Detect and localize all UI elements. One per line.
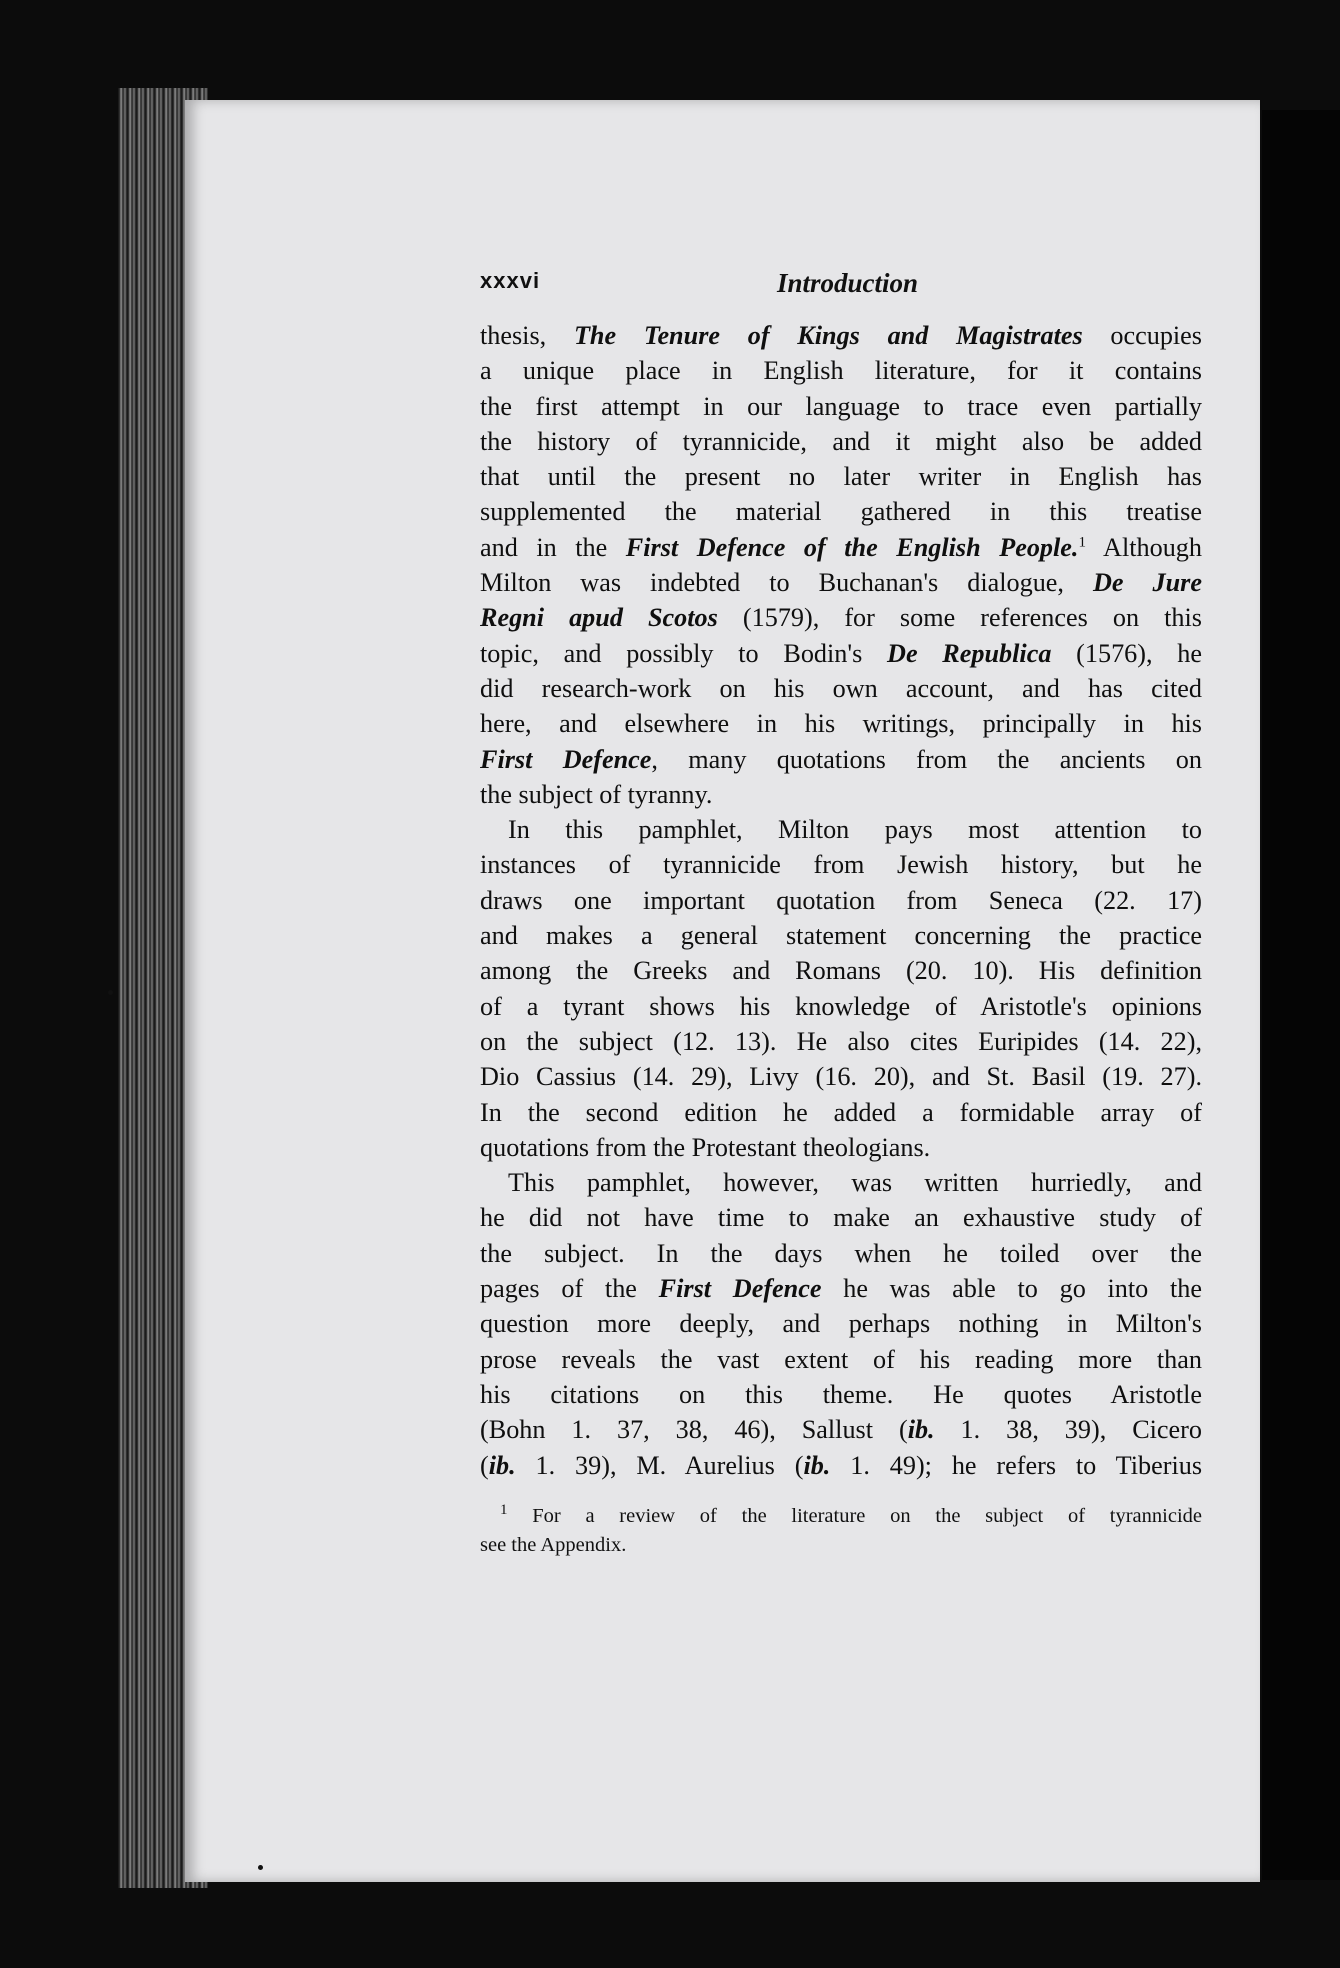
text-line [480,1130,1202,1165]
footnote-line: $^1$ For a review of the literature on the subject of tyrannicide [500,1502,1202,1527]
page-number: xxxvi [480,268,541,293]
text-run: topic, and possibly to Bodin's [480,638,888,668]
text-run: Dio Cassius (14. 29), Livy (16. 20), and St. Basil (19. 27). [480,1062,1202,1092]
text-run: thesis, [480,321,574,350]
text-run: 1. 49); he refers to Tiberius [830,1450,1203,1480]
text-run: 1. 39), M. Aurelius ( [515,1450,804,1480]
text-run: Although [1085,532,1202,562]
text-run: the subject. In the days when he toiled over the [480,1238,1202,1268]
scan-speck [108,990,113,995]
text-line [480,1342,1202,1377]
text-line [480,953,1202,988]
text-line [480,389,1202,424]
text-run: his citations on this theme. He quotes Aristotle [480,1379,1202,1409]
text-line [480,494,1202,529]
text-line [480,1448,1202,1483]
text-run: did research-work on his own account, and has cited [480,673,1202,703]
text-line [480,600,1202,635]
text-run: the history of tyrannicide, and it might also be added [480,426,1202,456]
footnote-line: see the Appendix. [480,1534,627,1556]
text-run: draws one important quotation from Seneca (22. 17) [480,885,1202,915]
body-text [480,318,1202,1483]
italic-title: First Defence of the English People. [625,532,1079,562]
text-run: a unique place in English literature, for it contains [480,356,1202,386]
text-line [480,1377,1202,1412]
italic-title: De Republica [887,638,1052,668]
text-run: question more deeply, and perhaps nothing in Milton's [480,1309,1202,1339]
text-run: (Bohn 1. 37, 38, 46), Sallust ( [480,1415,908,1445]
text-run: Milton was indebted to Buchanan's dialogue, [480,568,1093,598]
italic-title: ib. [488,1450,516,1480]
footnote [480,1502,1202,1560]
text-line [480,777,1202,812]
text-line [480,989,1202,1024]
text-line [480,459,1202,494]
text-line [480,706,1202,741]
text-run: (1579), for some references on this [717,603,1202,633]
text-line [480,565,1202,600]
text-line [480,883,1202,918]
text-run: of a tyrant shows his knowledge of Aristotle's opinions [480,991,1202,1021]
italic-title: De Jure [1092,568,1202,598]
footnote-reference: 1 [1078,534,1086,551]
text-line [480,812,1202,847]
text-run: that until the present no later writer in English has [480,462,1202,492]
text-line [480,353,1202,388]
text-line [480,318,1202,353]
text-run: ( [480,1450,489,1480]
text-line [480,847,1202,882]
text-run: In this pamphlet, Milton pays most attention to [508,815,1202,845]
text-line [480,1059,1202,1094]
text-line [480,742,1202,777]
text-run: and makes a general statement concerning the practice [480,921,1202,951]
text-run: instances of tyrannicide from Jewish history, but he [480,850,1202,880]
text-line [480,1412,1202,1447]
italic-title: ib. [907,1415,935,1445]
text-run: prose reveals the vast extent of his reading more than [480,1344,1202,1374]
text-line [480,1271,1202,1306]
text-run: 1. 38, 39), Cicero [934,1415,1202,1445]
text-line [480,1236,1202,1271]
italic-title: First Defence [658,1274,822,1304]
text-line [480,1200,1202,1235]
italic-title: Regni apud Scotos [480,603,718,633]
text-line [480,918,1202,953]
running-title: Introduction [776,268,919,298]
text-run: In the second edition he added a formidable array of [480,1097,1202,1127]
text-run: (1576), he [1051,638,1202,668]
text-line [480,1165,1202,1200]
text-run: pages of the [480,1274,659,1304]
italic-title: First Defence [480,744,652,774]
text-line [480,1095,1202,1130]
text-run: the first attempt in our language to trace even partially [480,391,1202,421]
text-line [480,636,1202,671]
text-run: This pamphlet, however, was written hurriedly, and [508,1168,1202,1198]
text-run: he did not have time to make an exhaustive study of [480,1203,1202,1233]
text-line [480,671,1202,706]
text-run: quotations from the Protestant theologians. [480,1132,931,1162]
text-run: occupies [1082,321,1202,350]
text-run: and in the [480,532,626,562]
scan-speck [258,1865,263,1870]
text-run: he was able to go into the [821,1274,1202,1304]
italic-title: ib. [803,1450,831,1480]
text-run: here, and elsewhere in his writings, principally in his [480,709,1202,739]
text-line [480,1306,1202,1341]
text-run: supplemented the material gathered in this treatise [480,497,1202,527]
facing-page-edge [1262,110,1340,1880]
text-line [480,424,1202,459]
italic-title: The Tenure of Kings and Magistrates [573,321,1083,350]
page-header [480,268,1215,308]
text-run: on the subject (12. 13). He also cites Euripides (14. 22), [480,1026,1202,1056]
text-run: , many quotations from the ancients on [651,744,1202,774]
text-run: the subject of tyranny. [480,779,713,809]
text-run: among the Greeks and Romans (20. 10). His definition [480,956,1202,986]
text-line [480,530,1202,565]
footnote-marker: 1 [500,1502,508,1519]
text-line [480,1024,1202,1059]
